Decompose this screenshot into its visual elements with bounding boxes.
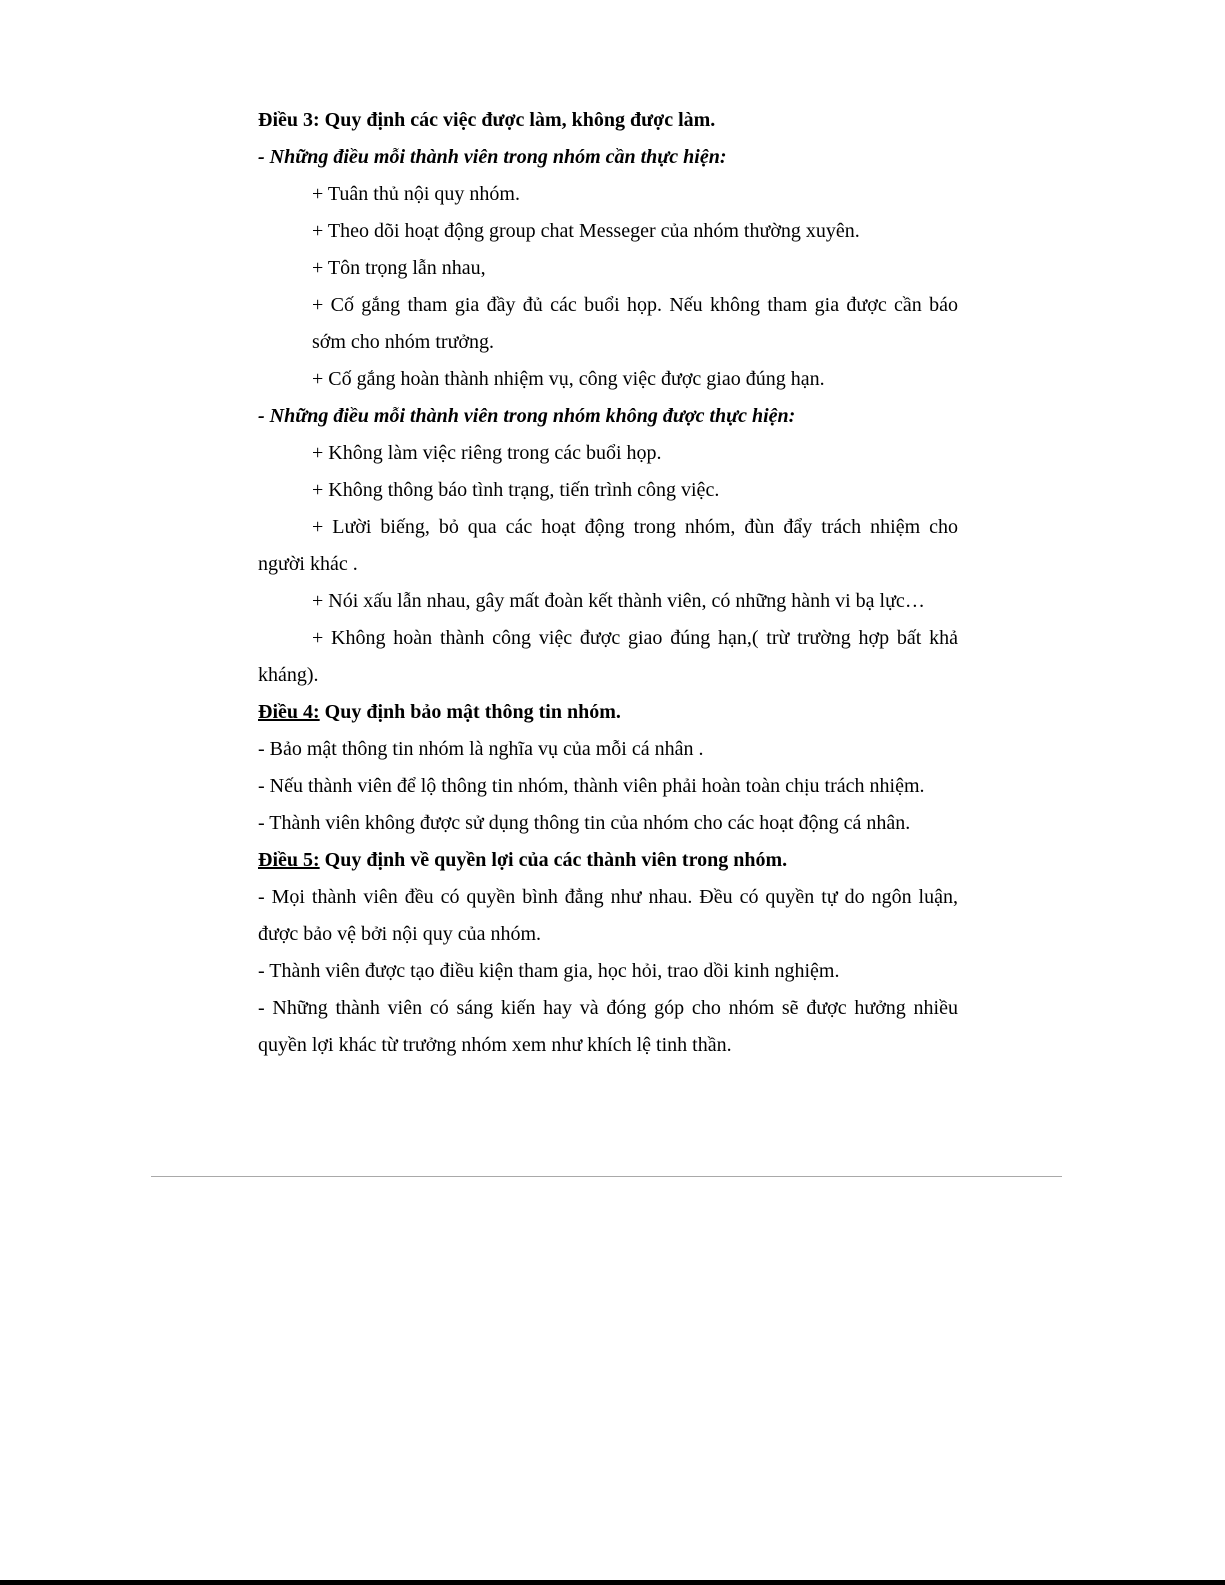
must-not-item: + Nói xấu lẫn nhau, gây mất đoàn kết thành viên, có những hành vi bạ lực… xyxy=(312,590,925,612)
dieu5-item-continuation: quyền lợi khác từ trưởng nhóm xem như khích lệ tinh thần. xyxy=(258,1034,732,1056)
dieu4-heading xyxy=(258,694,958,731)
dieu5-heading-label: Điều 5: xyxy=(258,849,320,871)
dieu5-item: - Thành viên được tạo điều kiện tham gia, học hỏi, trao dồi kinh nghiệm. xyxy=(258,960,840,982)
page-bottom-edge xyxy=(0,1580,1225,1585)
dieu4-item: - Thành viên không được sử dụng thông tin của nhóm cho các hoạt động cá nhân. xyxy=(258,812,911,834)
must-do-item-continuation: sớm cho nhóm trưởng. xyxy=(312,331,494,353)
dieu3-heading: Điều 3: Quy định các việc được làm, không được làm. xyxy=(258,109,716,131)
dieu4-item: - Nếu thành viên để lộ thông tin nhóm, thành viên phải hoàn toàn chịu trách nhiệm. xyxy=(258,775,925,797)
must-do-item: + Cố gắng tham gia đầy đủ các buổi họp. Nếu không tham gia được cần báo xyxy=(312,294,958,316)
dieu5-heading xyxy=(258,842,958,879)
must-do-item: + Cố gắng hoàn thành nhiệm vụ, công việc được giao đúng hạn. xyxy=(312,368,825,390)
must-not-heading: - Những điều mỗi thành viên trong nhóm không được thực hiện: xyxy=(258,405,796,427)
must-not-item: + Không làm việc riêng trong các buổi họp. xyxy=(312,442,662,464)
must-not-item-continuation: người khác . xyxy=(258,553,358,575)
dieu4-item: - Bảo mật thông tin nhóm là nghĩa vụ của mỗi cá nhân . xyxy=(258,738,704,760)
must-not-item: + Không thông báo tình trạng, tiến trình công việc. xyxy=(312,479,720,501)
dieu5-heading-title: Quy định về quyền lợi của các thành viên trong nhóm. xyxy=(319,849,788,871)
dieu5-item: - Mọi thành viên đều có quyền bình đẳng như nhau. Đều có quyền tự do ngôn luận, xyxy=(258,886,958,908)
dieu5-item-continuation: được bảo vệ bởi nội quy của nhóm. xyxy=(258,923,542,945)
must-do-item: + Tôn trọng lẫn nhau, xyxy=(312,257,486,279)
must-do-item: + Theo dõi hoạt động group chat Messeger của nhóm thường xuyên. xyxy=(312,220,860,242)
must-not-item-continuation: kháng). xyxy=(258,664,319,686)
must-do-heading: - Những điều mỗi thành viên trong nhóm cần thực hiện: xyxy=(258,146,727,168)
dieu5-item: - Những thành viên có sáng kiến hay và đóng góp cho nhóm sẽ được hưởng nhiều xyxy=(258,997,958,1019)
dieu4-heading-label: Điều 4: xyxy=(258,701,320,723)
must-not-item: + Không hoàn thành công việc được giao đúng hạn,( trừ trường hợp bất khả xyxy=(312,627,958,649)
must-do-item: + Tuân thủ nội quy nhóm. xyxy=(312,183,520,205)
dieu4-heading-title: Quy định bảo mật thông tin nhóm. xyxy=(319,701,621,723)
page-divider xyxy=(151,1176,1062,1177)
document-body xyxy=(258,102,958,1064)
must-not-item: + Lười biếng, bỏ qua các hoạt động trong nhóm, đùn đẩy trách nhiệm cho xyxy=(312,516,958,538)
